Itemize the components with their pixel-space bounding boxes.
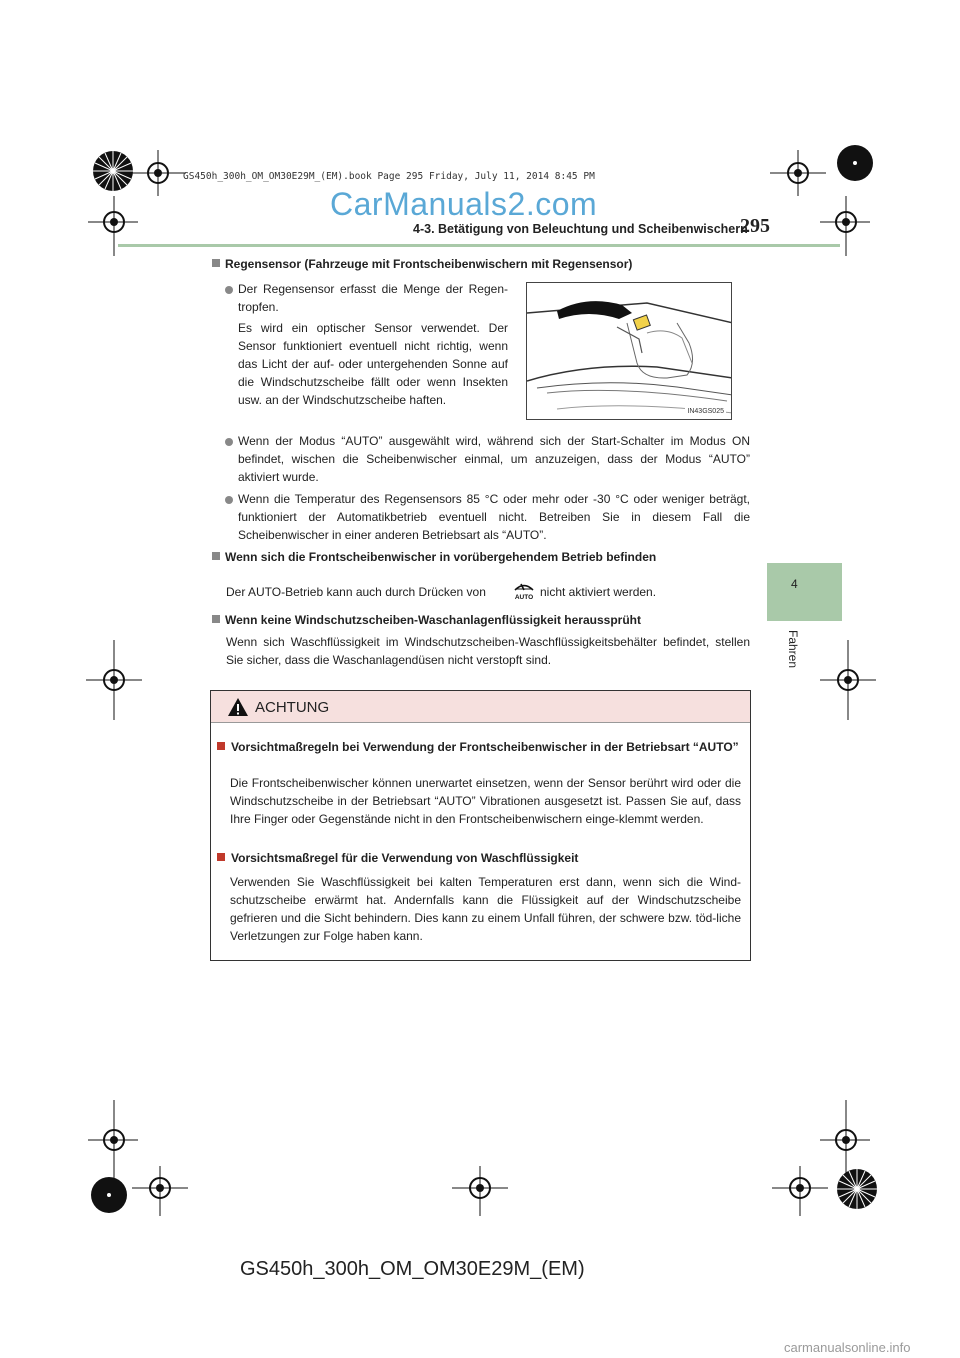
registration-mark-right-middle bbox=[820, 640, 876, 720]
section-title: 4-3. Betätigung von Beleuchtung und Scheibenwischern bbox=[413, 222, 748, 236]
registration-mark-right-upper bbox=[820, 196, 870, 256]
header-rule bbox=[118, 244, 840, 247]
registration-mark-bottom-right-cross bbox=[772, 1166, 828, 1216]
square-bullet-icon bbox=[212, 552, 220, 560]
book-info-line: GS450h_300h_OM_OM30E29M_(EM).book Page 295 Friday, July 11, 2014 8:45 PM bbox=[183, 171, 595, 182]
page-number: 295 bbox=[740, 215, 770, 237]
registration-mark-bottom-center-cross bbox=[452, 1166, 508, 1216]
paragraph-optical-sensor: Es wird ein optischer Sensor verwendet. Der Sensor funktioniert eventuell nicht richtig, wenn das Licht der auf- oder untergehenden Sonne auf die Windschutzscheibe fällt oder wenn Insekten usw. an der Windschutzscheibe haften. bbox=[238, 321, 508, 407]
registration-mark-bottom-left-upper bbox=[88, 1100, 138, 1180]
warning-item2-text: Verwenden Sie Waschflüssigkeit bei kalten Temperaturen erst dann, wenn sich die Wind-schutzscheibe erwärmt hat. Andernfalls kann die Flüssigkeit auf der Windschutzscheibe gefrieren und die Sicht behindern. Dies kann zu einem Unfall führen, der schwere bzw. töd-liche Verletzungen zur Folge haben kann. bbox=[230, 875, 741, 943]
warning-item1-text: Die Frontscheibenwischer können unerwartet einsetzen, wenn der Sensor berührt wird oder die Windschutzscheibe in der Betriebsart “AUTO” Vibrationen ausgesetzt ist. Passen Sie auf, dass Ihre Finger oder Gegenstände nicht in den Frontscheibenwischern einge-klemmt werden. bbox=[230, 776, 741, 826]
paragraph-auto-button-before: Der AUTO-Betrieb kann auch durch Drücken von bbox=[226, 585, 486, 599]
red-square-bullet-icon bbox=[217, 742, 225, 750]
bullet-rain-sensor-detects: Der Regensensor erfasst die Menge der Regen-tropfen. bbox=[238, 282, 508, 314]
heading-rain-sensor: Regensensor (Fahrzeuge mit Frontscheibenwischern mit Regensensor) bbox=[212, 257, 632, 271]
warning-triangle-icon bbox=[227, 697, 249, 722]
red-square-bullet-icon bbox=[217, 853, 225, 861]
registration-mark-top-right-cross bbox=[770, 150, 826, 196]
square-bullet-icon bbox=[212, 259, 220, 267]
figure-code: IN43GS025 bbox=[687, 408, 724, 415]
warning-header bbox=[211, 691, 750, 723]
bullet-icon bbox=[225, 438, 233, 446]
warning-title: ACHTUNG bbox=[255, 699, 330, 716]
heading-temporary-operation: Wenn sich die Frontscheibenwischer in vorübergehendem Betrieb befinden bbox=[212, 550, 656, 564]
registration-mark-left-middle bbox=[86, 640, 142, 720]
registration-mark-bottom-left-circle bbox=[86, 1172, 132, 1218]
footer-document-code: GS450h_300h_OM_OM30E29M_(EM) bbox=[240, 1258, 585, 1280]
warning-box bbox=[210, 690, 751, 961]
watermark-bottom: carmanualsonline.info bbox=[784, 1340, 911, 1355]
registration-mark-left-upper bbox=[88, 196, 138, 256]
windshield-sensor-illustration bbox=[526, 282, 732, 420]
paragraph-auto-button-after: nicht aktiviert werden. bbox=[540, 585, 657, 599]
chapter-tab bbox=[767, 563, 842, 621]
registration-mark-top-right-circle bbox=[832, 140, 878, 186]
registration-mark-bottom-left-cross bbox=[132, 1166, 188, 1216]
bullet-auto-mode-wipe: Wenn der Modus “AUTO” ausgewählt wird, während sich der Start-Schalter im Modus ON befindet, wischen die Scheibenwischer einmal, um anzuzeigen, dass der Modus “AUTO” aktiviert wurde. bbox=[238, 434, 750, 484]
bullet-temperature-limit: Wenn die Temperatur des Regensensors 85 °C oder mehr oder -30 °C oder weniger beträgt, funktioniert der Automatikbetrieb eventuell nicht. Betreiben Sie in diesem Fall die Scheibenwischer in einer anderen Betriebsart als “AUTO”. bbox=[238, 492, 750, 542]
chapter-tab-label: Fahren bbox=[786, 630, 800, 669]
auto-icon-label: AUTO bbox=[514, 594, 534, 601]
bullet-icon bbox=[225, 286, 233, 294]
auto-wiper-icon bbox=[512, 579, 536, 601]
paragraph-washer-nozzles: Wenn sich Waschflüssigkeit im Windschutzscheiben-Waschflüssigkeitsbehälter befindet, stellen Sie sicher, dass die Waschanlagendüsen nicht verstopft sind. bbox=[226, 635, 750, 667]
chapter-tab-number: 4 bbox=[791, 577, 798, 591]
warning-item2-heading: Vorsichtsmaßregel für die Verwendung von Waschflüssigkeit bbox=[217, 851, 578, 865]
warning-item1-heading: Vorsichtmaßregeln bei Verwendung der Frontscheibenwischer in der Betriebsart “AUTO” bbox=[217, 738, 744, 756]
square-bullet-icon bbox=[212, 615, 220, 623]
registration-mark-top-left-cross bbox=[130, 150, 186, 196]
watermark-top: CarManuals2.com bbox=[330, 186, 598, 222]
bullet-icon bbox=[225, 496, 233, 504]
heading-washer-fluid: Wenn keine Windschutzscheiben-Waschanlagenflüssigkeit heraussprüht bbox=[212, 613, 641, 627]
registration-mark-bottom-right-circle bbox=[834, 1166, 880, 1212]
